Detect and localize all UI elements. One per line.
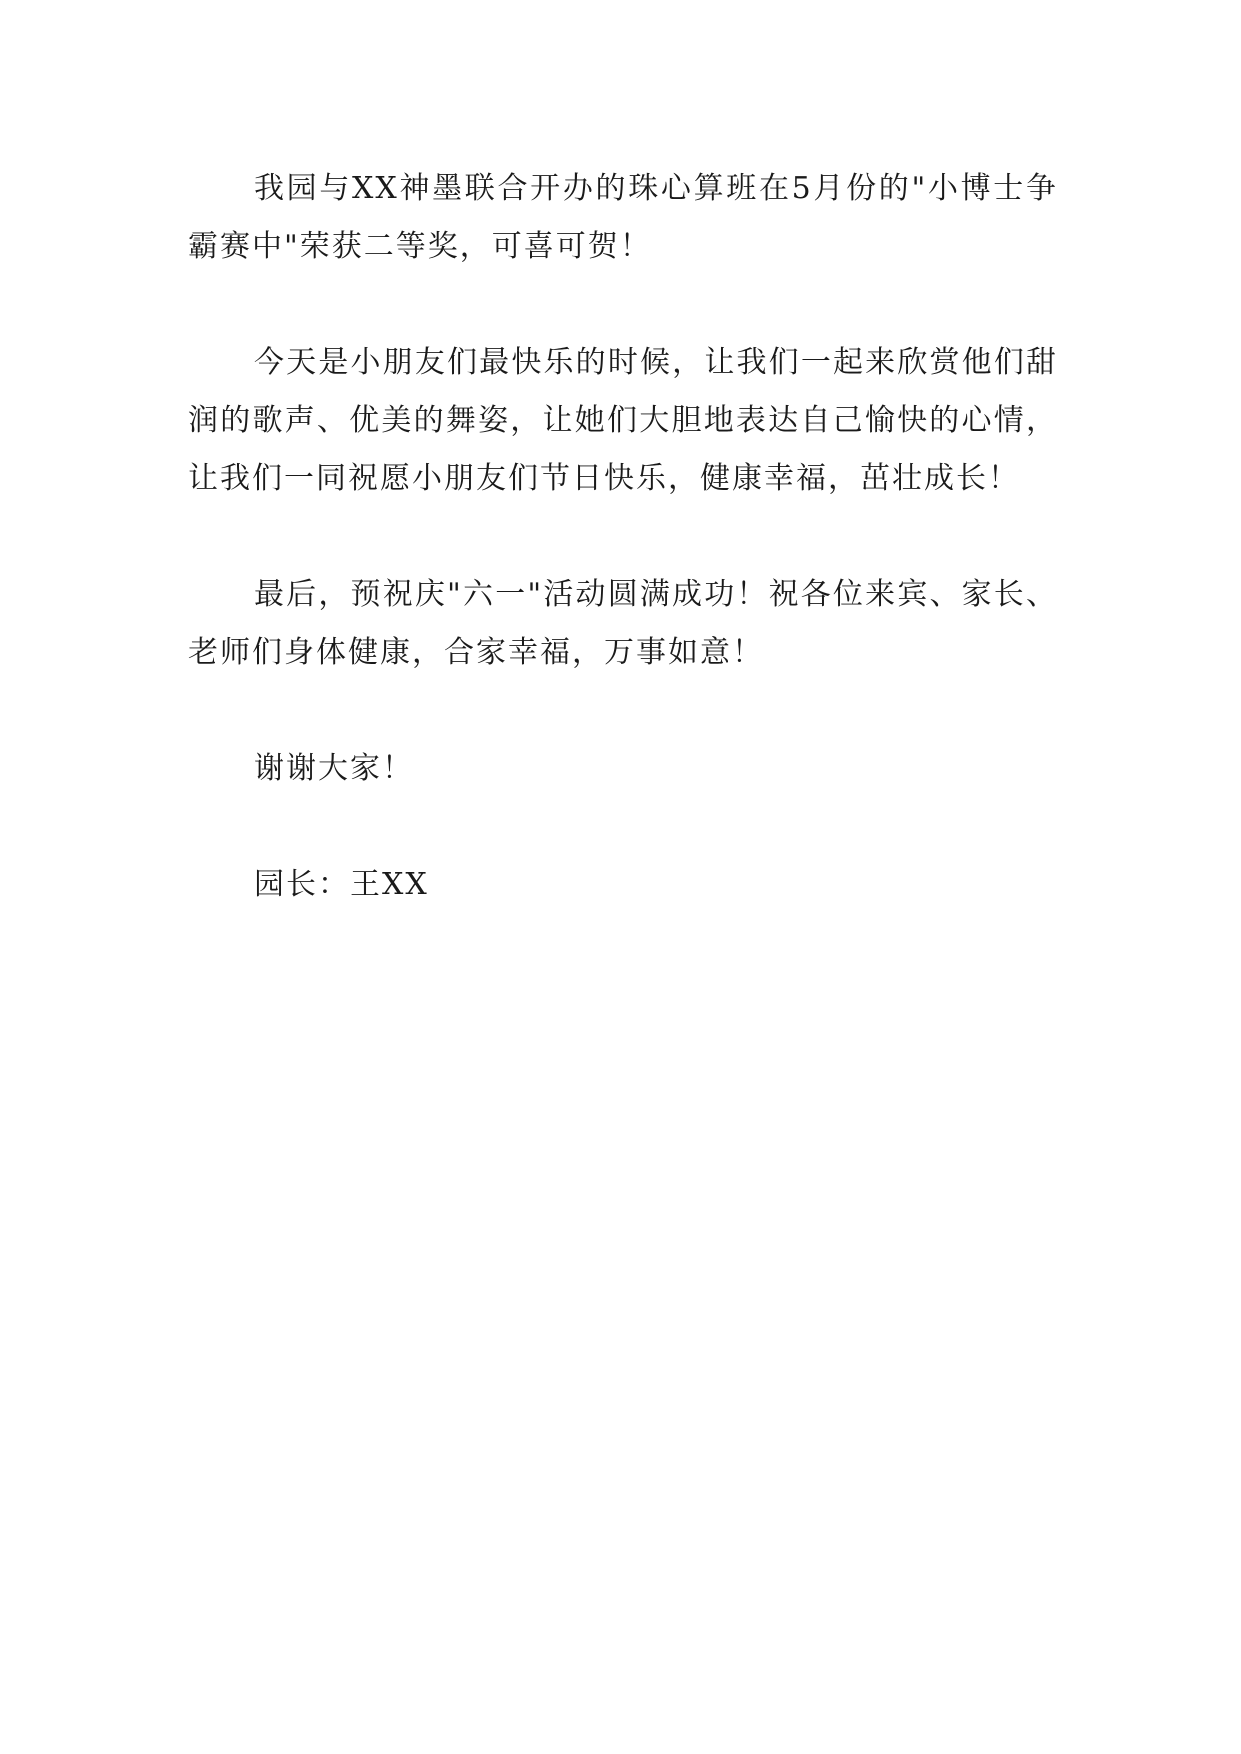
signature-line: 园长：王XX <box>254 867 429 902</box>
paragraph-best-wishes: 最后，预祝庆"六一"活动圆满成功！祝各位来宾、家长、老师们身体健康，合家幸福，万事如意！ <box>188 577 1058 670</box>
paragraph-celebration: 今天是小朋友们最快乐的时候，让我们一起来欣赏他们甜润的歌声、优美的舞姿，让她们大胆地表达自己愉快的心情， 让我们一同祝愿小朋友们节日快乐，健康幸福，茁壮成长！ <box>188 345 1058 496</box>
paragraph-thanks: 谢谢大家！ <box>254 751 414 786</box>
paragraph-award-announcement: 我园与XX神墨联合开办的珠心算班在5月份的"小博士争霸赛中"荣获二等奖，可喜可贺！ <box>188 171 1058 264</box>
document-body <box>188 160 1058 914</box>
